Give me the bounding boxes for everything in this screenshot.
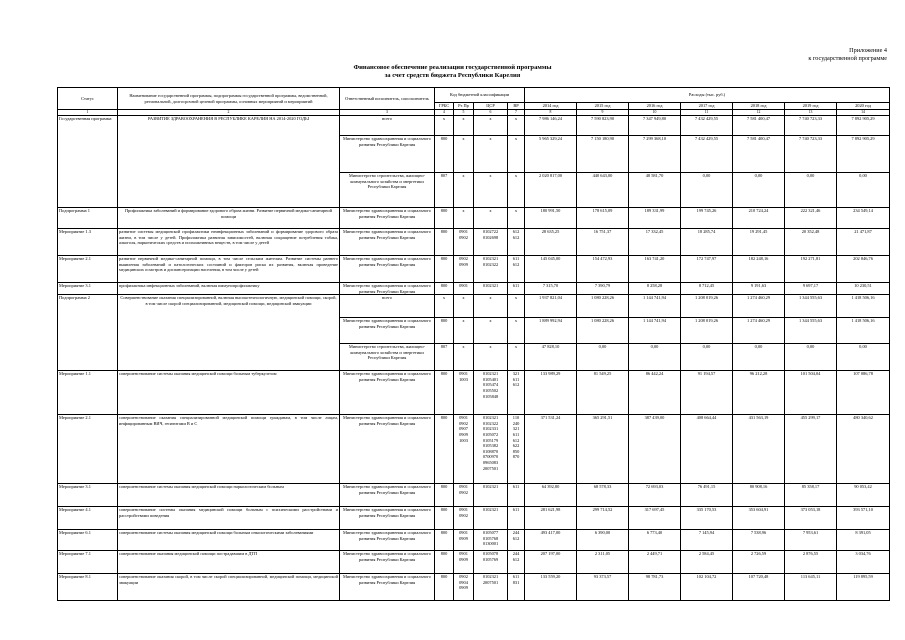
row-expense-value: 2 449,71 (629, 551, 681, 574)
row-expense-value: 0,00 (837, 173, 890, 208)
row-expense-value: 7 299 368,10 (629, 136, 681, 173)
row-expense-value: 2 311,05 (577, 551, 629, 574)
row-status: Мероприятие 8.1 (58, 574, 118, 601)
col-year: 2020 год (837, 103, 890, 110)
row-expense-value: 0,00 (629, 344, 681, 371)
col-number: 14 (837, 110, 890, 116)
col-executor: Ответственный исполнитель, соисполнитель (340, 88, 435, 110)
col-number: 3 (340, 110, 435, 116)
row-expense-value: 1 144 741,94 (629, 295, 681, 318)
row-expense-value: 210 724,24 (733, 208, 785, 229)
row-expense-value: 1 144 741,94 (629, 318, 681, 344)
row-csr: 0102321 0102322 0102331 0105072 0105179 0105382 0108870 0700970 0965083 2007501 (474, 415, 508, 484)
col-year: 2016 год (629, 103, 681, 110)
row-status: Подпрограмма 1 (58, 208, 118, 229)
row-csr: 0105077 0105768 0130001 (474, 530, 508, 551)
row-executor: Министерство здравоохранения и социального развития Республики Карелия (340, 507, 435, 530)
row-expense-value: 2 584,45 (681, 551, 733, 574)
appendix-note (808, 47, 887, 62)
row-csr: х (474, 318, 508, 344)
row-expense-value: 8 712,45 (681, 283, 733, 295)
row-expense-value: 1 344 555,63 (785, 318, 837, 344)
row-csr: 0102321 0102322 (474, 256, 508, 283)
row-csr: 0102321 (474, 484, 508, 507)
title-line-1: Финансовое обеспечение реализации государственной программы (353, 64, 552, 71)
row-expense-value: 9 191,63 (733, 283, 785, 295)
row-csr: 0102321 2007501 (474, 574, 508, 601)
row-rzpr: х (454, 295, 474, 318)
row-expense-value: 119 895,59 (837, 574, 890, 601)
table-row (58, 116, 890, 136)
row-grbs: 800 (435, 551, 454, 574)
row-vr: 611 (508, 507, 525, 530)
row-name: совершенствование оказания медицинской помощи пострадавшим в ДТП (118, 551, 340, 574)
row-vr: 110 240 321 611 612 622 850 870 (508, 415, 525, 484)
row-csr: 0102321 0105401 0105474 0105502 0105848 (474, 371, 508, 415)
row-csr: х (474, 173, 508, 208)
row-expense-value: 1 274 460,29 (733, 295, 785, 318)
document-title (0, 64, 905, 80)
row-expense-value: 455 299,17 (785, 415, 837, 484)
row-expense-value: 1 080 228,26 (577, 318, 629, 344)
row-expense-value: 18 285,74 (681, 229, 733, 256)
row-expense-value: 199 745,26 (681, 208, 733, 229)
row-grbs: 807 (435, 344, 454, 371)
col-vr: ВР (508, 103, 525, 110)
col-number: 12 (733, 110, 785, 116)
row-expense-value: 7 986 146,24 (525, 116, 577, 136)
row-executor: Министерство здравоохранения и социального развития Республики Карелия (340, 574, 435, 601)
row-executor: Министерство здравоохранения и социального развития Республики Карелия (340, 256, 435, 283)
row-expense-value: 480 340,62 (837, 415, 890, 484)
table-row (58, 371, 890, 415)
row-expense-value: 335 170,53 (681, 507, 733, 530)
row-vr: х (508, 208, 525, 229)
row-grbs: 800 (435, 507, 454, 530)
row-name: профилактика инфекционных заболеваний, включая иммунопрофилактику (118, 283, 340, 295)
appendix-line-1: Приложение 4 (849, 47, 887, 54)
row-rzpr: 0901 0909 (454, 551, 474, 574)
row-rzpr: 0901 (454, 283, 474, 295)
row-csr: 0105078 0105769 (474, 551, 508, 574)
row-expense-value: 1 937 821,04 (525, 295, 577, 318)
row-name: развитие системы медицинской профилактики неинфекционных заболеваний и формирование здорового образа жизни, в том числе у детей. Профилактика развития зависимостей, включая сокращение потребления табака, алкоголя, наркотических средств и психоактивных веществ, в том числе у детей (118, 229, 340, 256)
row-expense-value: 8 391,05 (837, 530, 890, 551)
col-csr: ЦСР (474, 103, 508, 110)
row-expense-value: 19 291,45 (733, 229, 785, 256)
row-expense-value: 0,00 (733, 344, 785, 371)
row-csr: 0102722 0102698 (474, 229, 508, 256)
table-row (58, 283, 890, 295)
row-grbs: 800 (435, 283, 454, 295)
row-expense-value: 0,00 (681, 344, 733, 371)
col-number: 5 (454, 110, 474, 116)
row-executor: Министерство здравоохранения и социального развития Республики Карелия (340, 551, 435, 574)
row-csr: 0102321 (474, 507, 508, 530)
row-expense-value: 440 643,00 (577, 173, 629, 208)
row-expense-value: 1 418 506,16 (837, 295, 890, 318)
row-status: Мероприятие 7.1 (58, 551, 118, 574)
row-expense-value: 1 080 228,26 (577, 295, 629, 318)
row-expense-value: 234 549,14 (837, 208, 890, 229)
row-expense-value: 2 876,55 (785, 551, 837, 574)
row-expense-value: 172 747,97 (681, 256, 733, 283)
row-status: Мероприятие 6.1 (58, 530, 118, 551)
row-expense-value: 90 053,42 (837, 484, 890, 507)
row-expense-value: 408 664,44 (681, 415, 733, 484)
row-name: РАЗВИТИЕ ЗДРАВООХРАНЕНИЯ В РЕСПУБЛИКЕ КАРЕЛИЯ НА 2014-2020 ГОДЫ (118, 116, 340, 208)
row-vr: 611 612 (508, 256, 525, 283)
table-row (58, 295, 890, 318)
row-rzpr: 0901 1003 (454, 371, 474, 415)
row-vr: х (508, 295, 525, 318)
row-name: совершенствование оказания специализированной медицинской помощи гражданам, в том числе лицам, инфицированным ВИЧ, гепатитами В и С (118, 415, 340, 484)
row-vr: 611 (508, 283, 525, 295)
row-expense-value: 365 291,51 (577, 415, 629, 484)
row-expense-value: 371 531,24 (525, 415, 577, 484)
row-expense-value: 86 442,24 (629, 371, 681, 415)
row-expense-value: 64 392,80 (525, 484, 577, 507)
row-expense-value: 393 571,10 (837, 507, 890, 530)
col-number: 7 (508, 110, 525, 116)
row-expense-value: 154 472,93 (577, 256, 629, 283)
row-expense-value: 7 315,70 (525, 283, 577, 295)
table-row (58, 574, 890, 601)
table-row (58, 507, 890, 530)
row-csr: х (474, 136, 508, 173)
row-executor: Министерство здравоохранения и социального развития Республики Карелия (340, 530, 435, 551)
row-expense-value: 85 358,17 (785, 484, 837, 507)
row-expense-value: 7 590 823,90 (577, 116, 629, 136)
row-expense-value: 3 034,76 (837, 551, 890, 574)
col-number: 2 (118, 110, 340, 116)
row-csr: 0102321 (474, 283, 508, 295)
row-expense-value: 163 741,20 (629, 256, 681, 283)
col-year: 2015 год (577, 103, 629, 110)
row-grbs: 800 (435, 318, 454, 344)
row-vr: х (508, 136, 525, 173)
row-expense-value: 7 432 429,55 (681, 136, 733, 173)
row-expense-value: 96 212,28 (733, 371, 785, 415)
row-expense-value: 8 258,28 (629, 283, 681, 295)
row-expense-value: 2 726,59 (733, 551, 785, 574)
row-rzpr: 0902 0909 (454, 256, 474, 283)
row-status: Мероприятие 2.1 (58, 415, 118, 484)
row-executor: Министерство строительства, жилищно-коммунального хозяйства и энергетики Республики Карелия (340, 173, 435, 208)
row-expense-value: 7 892 905,29 (837, 136, 890, 173)
table-row (58, 229, 890, 256)
row-vr: 244 612 (508, 551, 525, 574)
row-executor: Министерство здравоохранения и социального развития Республики Карелия (340, 283, 435, 295)
row-expense-value: 98 781,73 (629, 574, 681, 601)
row-expense-value: 7 581 400,47 (733, 116, 785, 136)
row-grbs: 800 (435, 371, 454, 415)
col-budget-code: Код бюджетной классификации (435, 88, 525, 103)
row-grbs: 807 (435, 173, 454, 208)
row-expense-value: 7 390,79 (577, 283, 629, 295)
row-name: совершенствование системы оказания медицинской помощи больным туберкулезом (118, 371, 340, 415)
col-expenses: Расходы (тыс. руб.) (525, 88, 890, 103)
row-rzpr: х (454, 173, 474, 208)
row-executor: Министерство здравоохранения и социального развития Республики Карелия (340, 208, 435, 229)
row-expense-value: 20 352,48 (785, 229, 837, 256)
row-status: Мероприятие 3.1 (58, 283, 118, 295)
row-expense-value: 0,00 (785, 173, 837, 208)
table-row (58, 256, 890, 283)
row-expense-value: 107 720,48 (733, 574, 785, 601)
row-expense-value: 189 331,99 (629, 208, 681, 229)
row-expense-value: 7 145,94 (681, 530, 733, 551)
row-executor: всего (340, 116, 435, 136)
row-expense-value: 180 991,50 (525, 208, 577, 229)
row-expense-value: 7 740 723,33 (785, 136, 837, 173)
row-expense-value: 68 578,33 (577, 484, 629, 507)
row-rzpr: 0901 0902 0907 0909 1003 (454, 415, 474, 484)
row-expense-value: 493 417,00 (525, 530, 577, 551)
row-expense-value: 7 150 180,90 (577, 136, 629, 173)
row-expense-value: 28 635,25 (525, 229, 577, 256)
row-grbs: 800 (435, 136, 454, 173)
row-vr: 611 (508, 484, 525, 507)
row-executor: Министерство здравоохранения и социального развития Республики Карелия (340, 371, 435, 415)
row-status: Мероприятие 4.1 (58, 507, 118, 530)
row-expense-value: 207 197,00 (525, 551, 577, 574)
row-rzpr: 0901 0902 (454, 229, 474, 256)
row-expense-value: 113 645,11 (785, 574, 837, 601)
col-number: 13 (785, 110, 837, 116)
row-expense-value: 133 989,29 (525, 371, 577, 415)
row-expense-value: 202 846,76 (837, 256, 890, 283)
row-expense-value: 7 740 723,33 (785, 116, 837, 136)
col-number: 8 (525, 110, 577, 116)
row-expense-value: 10 230,51 (837, 283, 890, 295)
row-vr: 321 611 612 (508, 371, 525, 415)
row-expense-value: 6 390,00 (577, 530, 629, 551)
row-expense-value: 182 248,16 (733, 256, 785, 283)
row-status: Подпрограмма 2 (58, 295, 118, 371)
row-expense-value: 5 965 329,24 (525, 136, 577, 173)
row-executor: Министерство здравоохранения и социального развития Республики Карелия (340, 484, 435, 507)
row-expense-value: 17 332,45 (629, 229, 681, 256)
row-grbs: 800 (435, 208, 454, 229)
col-number: 4 (435, 110, 454, 116)
row-status: Мероприятие 3.1 (58, 484, 118, 507)
col-number: 9 (577, 110, 629, 116)
row-expense-value: 373 053,18 (785, 507, 837, 530)
col-number: 1 (58, 110, 118, 116)
row-expense-value: 7 892 905,29 (837, 116, 890, 136)
row-rzpr: х (454, 136, 474, 173)
col-grbs: ГРБС (435, 103, 454, 110)
row-executor: Министерство здравоохранения и социального развития Республики Карелия (340, 318, 435, 344)
row-status: Мероприятие 1.3 (58, 229, 118, 256)
row-expense-value: 76 491,15 (681, 484, 733, 507)
title-line-2: за счет средств бюджета Республики Карелия (384, 72, 521, 79)
row-executor: Министерство здравоохранения и социального развития Республики Карелия (340, 415, 435, 484)
row-name: Совершенствование оказания специализированной, включая высокотехнологичную, медицинской помощи, скорой, в том числе скорой специализированной, медицинской помощи, медицинской эвакуации (118, 295, 340, 371)
row-rzpr: 0901 0902 (454, 507, 474, 530)
row-rzpr: 0901 0909 (454, 530, 474, 551)
appendix-line-2: к государственной программе (808, 54, 887, 62)
row-expense-value: 101 504,04 (785, 371, 837, 415)
row-vr: х (508, 116, 525, 136)
row-expense-value: 81 549,25 (577, 371, 629, 415)
row-executor: Министерство строительства, жилищно-коммунального хозяйства и энергетики Республики Карелия (340, 344, 435, 371)
row-expense-value: 178 615,09 (577, 208, 629, 229)
row-name: Профилактика заболеваний и формирование здорового образа жизни. Развитие первичной медико-санитарной помощи (118, 208, 340, 229)
row-grbs: 800 (435, 574, 454, 601)
row-grbs: х (435, 116, 454, 136)
table-row (58, 415, 890, 484)
row-expense-value: 192 271,81 (785, 256, 837, 283)
row-expense-value: 353 604,91 (733, 507, 785, 530)
col-number: 11 (681, 110, 733, 116)
row-expense-value: 91 194,57 (681, 371, 733, 415)
row-executor: Министерство здравоохранения и социального развития Республики Карелия (340, 229, 435, 256)
row-name: совершенствование системы оказания медицинской помощи больным онкологическими заболеваниями (118, 530, 340, 551)
row-expense-value: 145 045,00 (525, 256, 577, 283)
col-year: 2018 год (733, 103, 785, 110)
row-expense-value: 102 104,72 (681, 574, 733, 601)
row-name: развитие первичной медико-санитарной помощи, в том числе сельским жителям. Развитие системы раннего выявления заболеваний и патологических состояний и факторов риска их развития, включая проведение медицинских осмотров и диспансеризации населения, в том числе у детей (118, 256, 340, 283)
row-status: Мероприятие 1.1 (58, 371, 118, 415)
row-expense-value: 0,00 (577, 344, 629, 371)
table-row (58, 208, 890, 229)
row-expense-value: 133 559,20 (525, 574, 577, 601)
row-expense-value: 299 714,52 (577, 507, 629, 530)
row-expense-value: 431 563,19 (733, 415, 785, 484)
row-expense-value: 1 344 555,63 (785, 295, 837, 318)
row-vr: 612 612 (508, 229, 525, 256)
row-expense-value: 7 953,61 (785, 530, 837, 551)
row-expense-value: 7 581 400,47 (733, 136, 785, 173)
row-expense-value: 317 697,45 (629, 507, 681, 530)
row-expense-value: 16 751,37 (577, 229, 629, 256)
row-rzpr: х (454, 116, 474, 136)
row-vr: 244 612 (508, 530, 525, 551)
col-year: 2019 год (785, 103, 837, 110)
row-name: совершенствование системы оказания медицинской помощи больным с психическими расстройствами и расстройствами поведения (118, 507, 340, 530)
row-expense-value: 9 697,17 (785, 283, 837, 295)
row-csr: х (474, 344, 508, 371)
row-grbs: 800 (435, 256, 454, 283)
row-rzpr: х (454, 208, 474, 229)
financing-table (57, 87, 890, 601)
row-expense-value: 107 086,78 (837, 371, 890, 415)
row-grbs: 800 (435, 415, 454, 484)
row-expense-value: 281 621,98 (525, 507, 577, 530)
col-rzpr: Рз Пр (454, 103, 474, 110)
row-executor: Министерство здравоохранения и социального развития Республики Карелия (340, 136, 435, 173)
row-status: Мероприятие 2.1 (58, 256, 118, 283)
row-vr: х (508, 344, 525, 371)
row-expense-value: 48 581,70 (629, 173, 681, 208)
row-expense-value: 1 274 460,29 (733, 318, 785, 344)
row-csr: х (474, 295, 508, 318)
table-row (58, 484, 890, 507)
row-executor: всего (340, 295, 435, 318)
col-number: 10 (629, 110, 681, 116)
row-expense-value: 0,00 (785, 344, 837, 371)
row-vr: х (508, 318, 525, 344)
row-rzpr: х (454, 344, 474, 371)
row-expense-value: 21 471,87 (837, 229, 890, 256)
row-grbs: 800 (435, 484, 454, 507)
row-vr: х (508, 173, 525, 208)
row-expense-value: 72 693,03 (629, 484, 681, 507)
table-row (58, 530, 890, 551)
row-expense-value: 0,00 (837, 344, 890, 371)
row-csr: х (474, 208, 508, 229)
row-expense-value: 387 439,00 (629, 415, 681, 484)
row-expense-value: 1 208 019,26 (681, 295, 733, 318)
row-grbs: 800 (435, 530, 454, 551)
col-status: Статус (58, 88, 118, 110)
row-expense-value: 93 373,57 (577, 574, 629, 601)
row-expense-value: 7 347 949,80 (629, 116, 681, 136)
row-csr: х (474, 116, 508, 136)
row-expense-value: 1 208 019,26 (681, 318, 733, 344)
row-expense-value: 0,00 (681, 173, 733, 208)
row-name: совершенствование оказания скорой, в том числе скорой специализированной, медицинской помощи, медицинской эвакуации (118, 574, 340, 601)
row-grbs: 800 (435, 229, 454, 256)
row-expense-value: 47 828,10 (525, 344, 577, 371)
row-expense-value: 1 418 506,16 (837, 318, 890, 344)
col-year: 2014 год (525, 103, 577, 110)
row-name: совершенствование системы оказания медицинской помощи наркологическим больным (118, 484, 340, 507)
col-year: 2017 год (681, 103, 733, 110)
row-expense-value: 6 773,40 (629, 530, 681, 551)
col-name: Наименование государственной программы, подпрограммы государственной программы, ведомственной, региональной, долгосрочной целевой программы, основных мероприятий и мероприятий (118, 88, 340, 110)
row-expense-value: 2 020 817,00 (525, 173, 577, 208)
table-body (58, 116, 890, 601)
row-expense-value: 7 538,96 (733, 530, 785, 551)
row-expense-value: 222 321,46 (785, 208, 837, 229)
row-expense-value: 1 889 992,94 (525, 318, 577, 344)
row-grbs: х (435, 295, 454, 318)
row-expense-value: 7 432 429,55 (681, 116, 733, 136)
row-status: Государственная программа (58, 116, 118, 208)
row-vr: 611 831 (508, 574, 525, 601)
col-number: 6 (474, 110, 508, 116)
row-rzpr: х (454, 318, 474, 344)
row-expense-value: 80 908,16 (733, 484, 785, 507)
row-rzpr: 0901 0902 (454, 484, 474, 507)
table-row (58, 551, 890, 574)
row-expense-value: 0,00 (733, 173, 785, 208)
row-rzpr: 0902 0904 0909 (454, 574, 474, 601)
